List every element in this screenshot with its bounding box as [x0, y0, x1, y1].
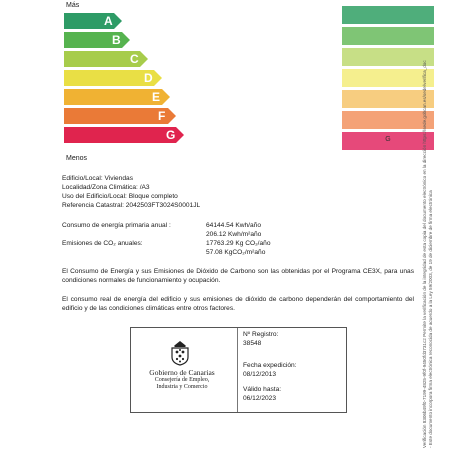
expedicion-value: 08/12/2013	[243, 371, 277, 378]
consumption-label: Consumo de energía primaria anual :	[62, 222, 171, 229]
energy-class-letter: A	[104, 14, 113, 28]
rating-box-7	[342, 132, 434, 150]
coat-of-arms-icon	[168, 340, 192, 366]
energy-class-letter: E	[152, 90, 161, 104]
rating-box-3	[342, 48, 434, 66]
paragraph-real-consumption: El consumo real de energía del edificio y sus emisiones de dióxido de carbono dependerán del comportamiento del edificio y de las condiciones climáticas entre otros factores.	[62, 296, 414, 312]
valido-value: 06/12/2023	[243, 395, 277, 402]
rating-boxes	[342, 6, 434, 156]
department-line-2: Industria y Comercio	[156, 384, 208, 391]
energy-class-scale	[64, 13, 194, 153]
cadastral-reference: Referencia Catastral: 2042503FT3024S0001JL	[62, 202, 201, 209]
energy-class-letter: G	[166, 128, 176, 142]
rating-box-1	[342, 6, 434, 24]
energy-class-letter: F	[158, 109, 166, 123]
energy-class-letter: D	[144, 71, 153, 85]
emissions-total: 17763.29 Kg CO₂/año	[206, 240, 271, 247]
paragraph-program: El Consumo de Energía y sus Emisiones de Dióxido de Carbono son las obtenidas por el Programa CE3X, para unas condiciones normales de funcionamiento y ocupación.	[62, 268, 414, 284]
rating-box-4	[342, 69, 434, 87]
department-line-1: Consejería de Empleo,	[154, 377, 210, 383]
consumption-per-m2: 206.12 Kwh/m²año	[206, 231, 262, 238]
rating-box-label: G	[385, 136, 391, 143]
expedicion-label: Fecha expedición:	[243, 362, 297, 369]
building-type: Edificio/Local: Viviendas	[62, 175, 133, 182]
rating-box-6	[342, 111, 434, 129]
consumption-total: 64144.54 Kwh/año	[206, 222, 261, 229]
scale-bottom-label: Menos	[66, 155, 88, 162]
registration-divider	[237, 328, 238, 412]
building-location: Localidad/Zona Climática: /A3	[62, 184, 150, 191]
emissions-per-m2: 57.08 KgCO₂/m²año	[206, 249, 266, 256]
scale-top-label: Más	[66, 2, 80, 9]
registro-label: Nº Registro:	[243, 331, 279, 338]
energy-class-letter: B	[112, 33, 121, 47]
energy-class-letter: C	[130, 52, 139, 66]
verification-text: Verificación 8306b49f0-7199-4825-9f0f-9450fd3731c2 Permite la verificación de la integridad de esta copia del documento electrónico en la dirección https://sede.gobcan.es/sede/verifica_doc - Este documento incorpora firma electrónica reconocida de acuerdo a la Ley 59/2003, de 19 de diciembre de firma electrónica	[422, 60, 433, 448]
rating-box-5	[342, 90, 434, 108]
valido-label: Válido hasta:	[243, 386, 282, 393]
government-logo-text	[130, 368, 234, 391]
rating-box-2	[342, 27, 434, 45]
government-name: Gobierno de Canarias	[149, 368, 215, 377]
registro-value: 38548	[243, 340, 262, 347]
emissions-label: Emisiones de CO₂ anuales:	[62, 240, 143, 247]
verification-side-text	[422, 58, 448, 448]
building-use: Uso del Edificio/Local: Bloque completo	[62, 193, 178, 200]
